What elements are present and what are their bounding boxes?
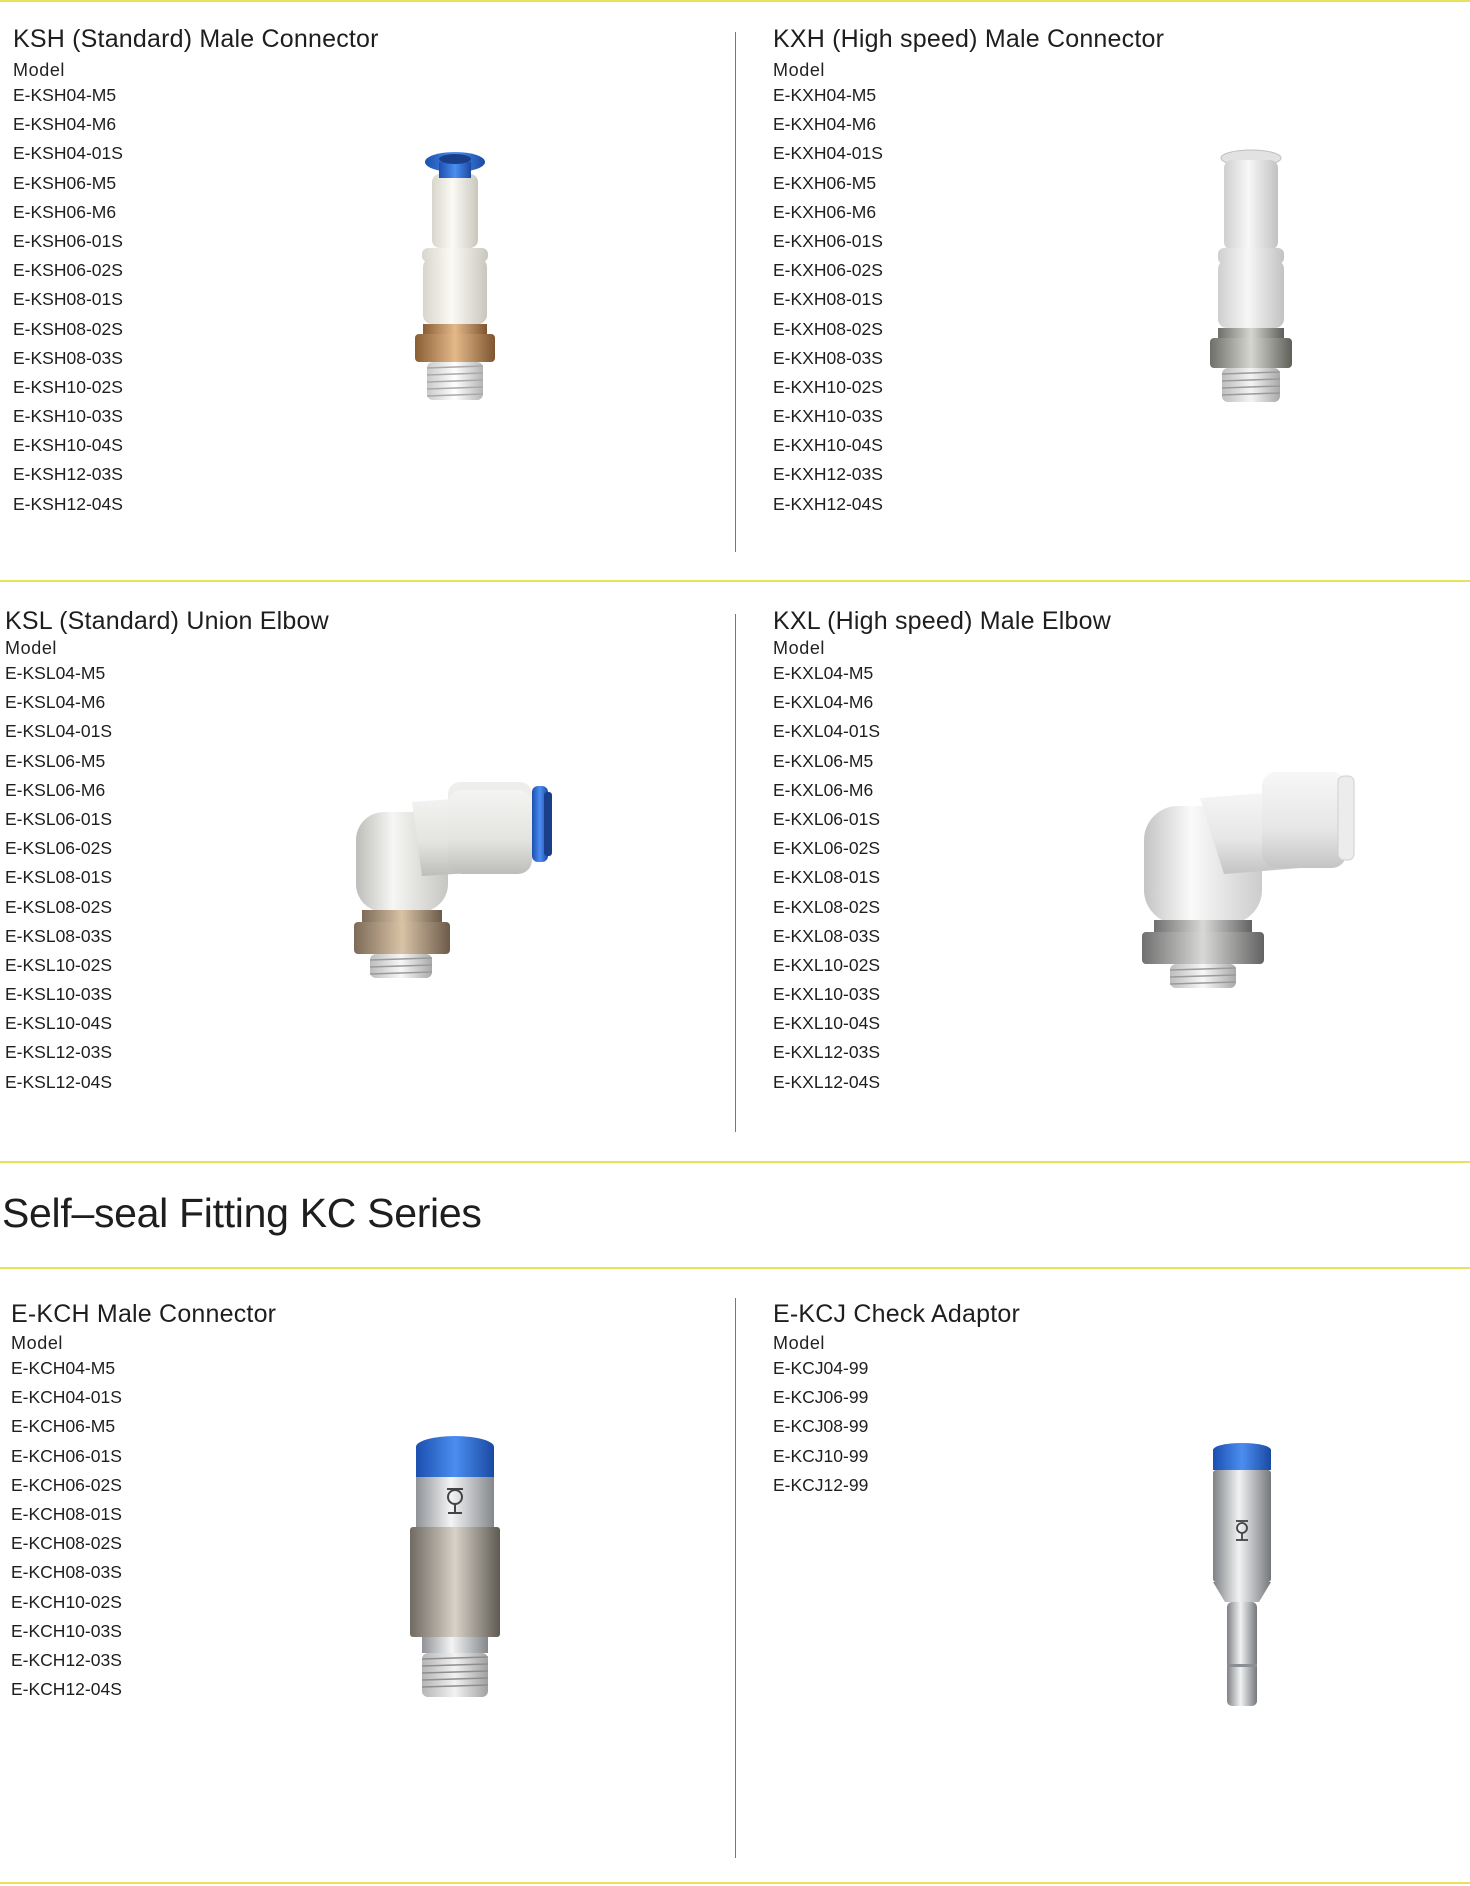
model-item: E-KSH08-02S [13, 318, 123, 339]
model-item: E-KXH10-03S [773, 406, 883, 427]
model-item: E-KXH06-M5 [773, 172, 877, 193]
model-item: E-KCJ12-99 [773, 1474, 869, 1495]
model-item: E-KXL04-M5 [773, 663, 874, 683]
model-item: E-KSH08-03S [13, 347, 123, 368]
kxl-model-list [773, 659, 1111, 1097]
model-item: E-KXH10-02S [773, 376, 883, 397]
ksh-title: KSH (Standard) Male Connector [13, 25, 379, 53]
model-item: E-KCH06-01S [11, 1445, 122, 1466]
model-item: E-KXL10-04S [773, 1013, 881, 1034]
model-item: E-KXL08-03S [773, 925, 881, 946]
model-item: E-KXL12-04S [773, 1071, 881, 1092]
kch-product-image [408, 1435, 508, 1703]
kcj-title: E-KCJ Check Adaptor [773, 1300, 1020, 1328]
model-item: E-KSH10-03S [13, 406, 123, 427]
model-item: E-KXL12-03S [773, 1042, 881, 1063]
series-heading: Self–seal Fitting KC Series [2, 1190, 482, 1236]
model-item: E-KSH12-04S [13, 493, 123, 514]
kxl-block [773, 607, 1111, 1097]
kxh-product-image [1196, 148, 1306, 410]
model-item: E-KXH08-02S [773, 318, 883, 339]
model-item: E-KXH06-M6 [773, 201, 877, 222]
model-item: E-KSL06-M5 [5, 750, 106, 771]
kcj-product-image [1205, 1442, 1275, 1714]
model-item: E-KCH10-03S [11, 1620, 122, 1641]
model-item: E-KCH08-03S [11, 1562, 122, 1583]
ksh-product-image [405, 148, 505, 408]
model-item: E-KXH04-M6 [773, 114, 877, 135]
model-item: E-KSH06-M5 [13, 172, 117, 193]
ksh-block [13, 25, 379, 519]
model-item: E-KXL06-M6 [773, 779, 874, 800]
model-item: E-KSL06-01S [5, 808, 113, 829]
model-item: E-KSL06-02S [5, 838, 113, 859]
model-item: E-KXL10-02S [773, 954, 881, 975]
model-item: E-KXH12-04S [773, 493, 883, 514]
model-item: E-KCH04-M5 [11, 1358, 116, 1378]
ksh-model-list [13, 81, 379, 519]
model-item: E-KSL12-04S [5, 1071, 113, 1092]
ksl-model-label: Model [5, 638, 58, 658]
kxl-model-label: Model [773, 638, 826, 658]
model-item: E-KXL04-01S [773, 721, 881, 742]
model-item: E-KSH06-02S [13, 260, 123, 281]
model-item: E-KSL10-03S [5, 984, 113, 1005]
model-item: E-KSL06-M6 [5, 779, 106, 800]
model-item: E-KCH12-04S [11, 1679, 122, 1700]
kcj-model-list [773, 1354, 1020, 1500]
ksl-product-image [352, 782, 562, 982]
kxl-title: KXL (High speed) Male Elbow [773, 607, 1111, 635]
model-item: E-KSH10-04S [13, 435, 123, 456]
model-item: E-KSH04-M5 [13, 85, 117, 105]
model-item: E-KCH06-M5 [11, 1416, 116, 1437]
kcj-block [773, 1300, 1020, 1500]
kch-model-list [11, 1354, 276, 1704]
model-item: E-KSL04-M5 [5, 663, 106, 683]
model-item: E-KSL04-M6 [5, 692, 106, 713]
model-item: E-KCJ10-99 [773, 1445, 869, 1466]
model-item: E-KSH10-02S [13, 376, 123, 397]
model-item: E-KSL08-02S [5, 896, 113, 917]
model-item: E-KSL10-02S [5, 954, 113, 975]
kcj-model-label: Model [773, 1333, 826, 1353]
kch-block [11, 1300, 276, 1704]
model-item: E-KCH08-02S [11, 1533, 122, 1554]
model-item: E-KXL06-01S [773, 808, 881, 829]
top-rule [0, 0, 1470, 2]
model-item: E-KSL04-01S [5, 721, 113, 742]
model-item: E-KCH04-01S [11, 1387, 122, 1408]
model-item: E-KXL10-03S [773, 984, 881, 1005]
model-item: E-KCH08-01S [11, 1503, 122, 1524]
row1-rule [0, 580, 1470, 582]
model-item: E-KXL08-01S [773, 867, 881, 888]
ksl-block [5, 607, 329, 1097]
model-item: E-KXH04-01S [773, 143, 883, 164]
kch-title: E-KCH Male Connector [11, 1300, 277, 1328]
model-item: E-KCJ06-99 [773, 1387, 869, 1408]
model-item: E-KXL04-M6 [773, 692, 874, 713]
model-item: E-KSH08-01S [13, 289, 123, 310]
model-item: E-KXH04-M5 [773, 85, 877, 105]
model-item: E-KSH06-01S [13, 230, 123, 251]
bottom-rule [0, 1882, 1470, 1884]
model-item: E-KSL08-03S [5, 925, 113, 946]
kxh-model-list [773, 81, 1164, 519]
model-item: E-KSL12-03S [5, 1042, 113, 1063]
model-item: E-KXH06-01S [773, 230, 883, 251]
kxl-product-image [1140, 770, 1360, 990]
ksh-model-label: Model [13, 60, 66, 80]
row2-divider [735, 614, 736, 1132]
model-item: E-KXH06-02S [773, 260, 883, 281]
model-item: E-KSL08-01S [5, 867, 113, 888]
model-item: E-KXH12-03S [773, 464, 883, 485]
model-item: E-KXL06-02S [773, 838, 881, 859]
kch-model-label: Model [11, 1333, 64, 1353]
model-item: E-KCJ04-99 [773, 1358, 869, 1378]
ksl-model-list [5, 659, 329, 1097]
row3-divider [735, 1298, 736, 1858]
model-item: E-KSL10-04S [5, 1013, 113, 1034]
model-item: E-KXH08-03S [773, 347, 883, 368]
model-item: E-KSH12-03S [13, 464, 123, 485]
model-item: E-KCH06-02S [11, 1474, 122, 1495]
kxh-title: KXH (High speed) Male Connector [773, 25, 1165, 53]
model-item: E-KSH06-M6 [13, 201, 117, 222]
model-item: E-KSH04-M6 [13, 114, 117, 135]
ksl-title: KSL (Standard) Union Elbow [5, 607, 329, 635]
series-rule [0, 1267, 1470, 1269]
model-item: E-KCJ08-99 [773, 1416, 869, 1437]
model-item: E-KXH08-01S [773, 289, 883, 310]
model-item: E-KCH12-03S [11, 1649, 122, 1670]
row2-rule [0, 1161, 1470, 1163]
row1-divider [735, 32, 736, 552]
model-item: E-KXH10-04S [773, 435, 883, 456]
model-item: E-KXL08-02S [773, 896, 881, 917]
model-item: E-KSH04-01S [13, 143, 123, 164]
model-item: E-KXL06-M5 [773, 750, 874, 771]
kxh-model-label: Model [773, 60, 826, 80]
model-item: E-KCH10-02S [11, 1591, 122, 1612]
kxh-block [773, 25, 1164, 519]
